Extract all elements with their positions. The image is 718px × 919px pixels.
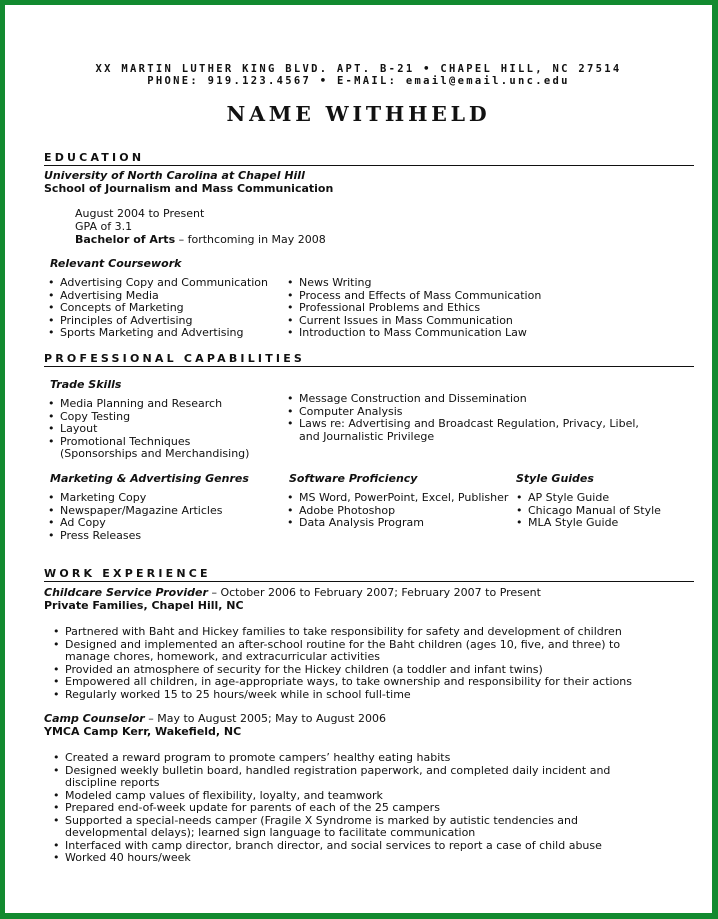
list-item: • Regularly worked 15 to 25 hours/week while in school full-time xyxy=(51,689,651,702)
list-item: • Modeled camp values of flexibility, loyalty, and teamwork xyxy=(51,790,651,803)
list-item: • Adobe Photoshop xyxy=(285,505,508,518)
list-item: • Ad Copy xyxy=(46,517,222,530)
list-item: • Sports Marketing and Advertising xyxy=(46,327,268,340)
trade-skills-left xyxy=(46,398,271,461)
job-bullets xyxy=(51,626,651,701)
job-employer: YMCA Camp Kerr, Wakefield, NC xyxy=(44,725,242,738)
education-dates: August 2004 to Present xyxy=(75,207,205,220)
job-dates: – May to August 2005; May to August 2006 xyxy=(144,712,386,725)
gpa: GPA of 3.1 xyxy=(75,220,133,233)
job-title-line xyxy=(44,713,386,726)
work-heading: WORK EXPERIENCE xyxy=(44,568,694,582)
list-item: • Advertising Media xyxy=(46,290,268,303)
job-employer: Private Families, Chapel Hill, NC xyxy=(44,599,244,612)
list-item: • Designed and implemented an after-school routine for the Baht children (ages 10, five, and three) to manage chores, homework, and extracurricular activities xyxy=(51,639,651,664)
list-item: • Worked 40 hours/week xyxy=(51,852,651,865)
coursework-list-right xyxy=(285,277,541,340)
coursework-list-left xyxy=(46,277,268,340)
list-item: • Supported a special-needs camper (Fragile X Syndrome is marked by autistic tendencies and developmental delays); learned sign language to facilitate communication xyxy=(51,815,651,840)
list-item: • Media Planning and Research xyxy=(46,398,271,411)
list-item: • Press Releases xyxy=(46,530,222,543)
list-item: • Marketing Copy xyxy=(46,492,222,505)
list-item: • Introduction to Mass Communication Law xyxy=(285,327,541,340)
list-item: • Created a reward program to promote campers’ healthy eating habits xyxy=(51,752,651,765)
software-title: Software Proficiency xyxy=(289,472,418,485)
list-item: • Principles of Advertising xyxy=(46,315,268,328)
college-name: School of Journalism and Mass Communication xyxy=(44,182,334,195)
list-item: • MS Word, PowerPoint, Excel, Publisher xyxy=(285,492,508,505)
list-item: • Newspaper/Magazine Articles xyxy=(46,505,222,518)
list-item: • Chicago Manual of Style xyxy=(514,505,661,518)
list-item: • Promotional Techniques (Sponsorships and Merchandising) xyxy=(46,436,271,461)
list-item: • Designed weekly bulletin board, handled registration paperwork, and completed daily incident and discipline reports xyxy=(51,765,651,790)
coursework-title: Relevant Coursework xyxy=(50,257,182,270)
education-heading: EDUCATION xyxy=(44,152,694,166)
list-item: • Partnered with Baht and Hickey families to take responsibility for safety and development of children xyxy=(51,626,651,639)
list-item: • Current Issues in Mass Communication xyxy=(285,315,541,328)
list-item: • Message Construction and Dissemination xyxy=(285,393,660,406)
list-item: • Process and Effects of Mass Communication xyxy=(285,290,541,303)
list-item: • AP Style Guide xyxy=(514,492,661,505)
software-list xyxy=(285,492,508,530)
list-item: • Data Analysis Program xyxy=(285,517,508,530)
degree: Bachelor of Arts xyxy=(75,233,176,246)
list-item: • News Writing xyxy=(285,277,541,290)
school-name: University of North Carolina at Chapel Hill xyxy=(44,169,305,182)
capabilities-heading: PROFESSIONAL CAPABILITIES xyxy=(44,353,694,367)
list-item: • Layout xyxy=(46,423,271,436)
list-item: • Copy Testing xyxy=(46,411,271,424)
contact-line: PHONE: 919.123.4567 • E-MAIL: email@email.unc.edu xyxy=(147,75,570,87)
list-item: • Concepts of Marketing xyxy=(46,302,268,315)
marketing-genres-list xyxy=(46,492,222,542)
style-guides-list xyxy=(514,492,661,530)
list-item: • Interfaced with camp director, branch director, and social services to report a case of child abuse xyxy=(51,840,651,853)
job-title: Childcare Service Provider xyxy=(44,586,208,599)
marketing-genres-title: Marketing & Advertising Genres xyxy=(50,472,249,485)
job-dates: – October 2006 to February 2007; February 2007 to Present xyxy=(207,586,541,599)
list-item: • Laws re: Advertising and Broadcast Regulation, Privacy, Libel, and Journalistic Privilege xyxy=(285,418,660,443)
list-item: • Professional Problems and Ethics xyxy=(285,302,541,315)
list-item: • Provided an atmosphere of security for the Hickey children (a toddler and infant twins) xyxy=(51,664,651,677)
list-item: • MLA Style Guide xyxy=(514,517,661,530)
list-item: • Empowered all children, in age-appropriate ways, to take ownership and responsibility for their actions xyxy=(51,676,651,689)
style-guides-title: Style Guides xyxy=(516,472,594,485)
candidate-name: NAME WITHHELD xyxy=(226,102,491,126)
trade-skills-right xyxy=(285,393,660,443)
degree-line xyxy=(75,234,326,247)
job-bullets xyxy=(51,752,651,865)
list-item: • Computer Analysis xyxy=(285,406,660,419)
list-item: • Prepared end-of-week update for parents of each of the 25 campers xyxy=(51,802,651,815)
job-title-line xyxy=(44,587,541,600)
resume-page xyxy=(5,5,712,913)
degree-note: – forthcoming in May 2008 xyxy=(175,233,326,246)
job-title: Camp Counselor xyxy=(44,712,145,725)
address-line: XX MARTIN LUTHER KING BLVD. APT. B-21 • CHAPEL HILL, NC 27514 xyxy=(95,63,622,75)
trade-skills-title: Trade Skills xyxy=(50,378,122,391)
list-item: • Advertising Copy and Communication xyxy=(46,277,268,290)
